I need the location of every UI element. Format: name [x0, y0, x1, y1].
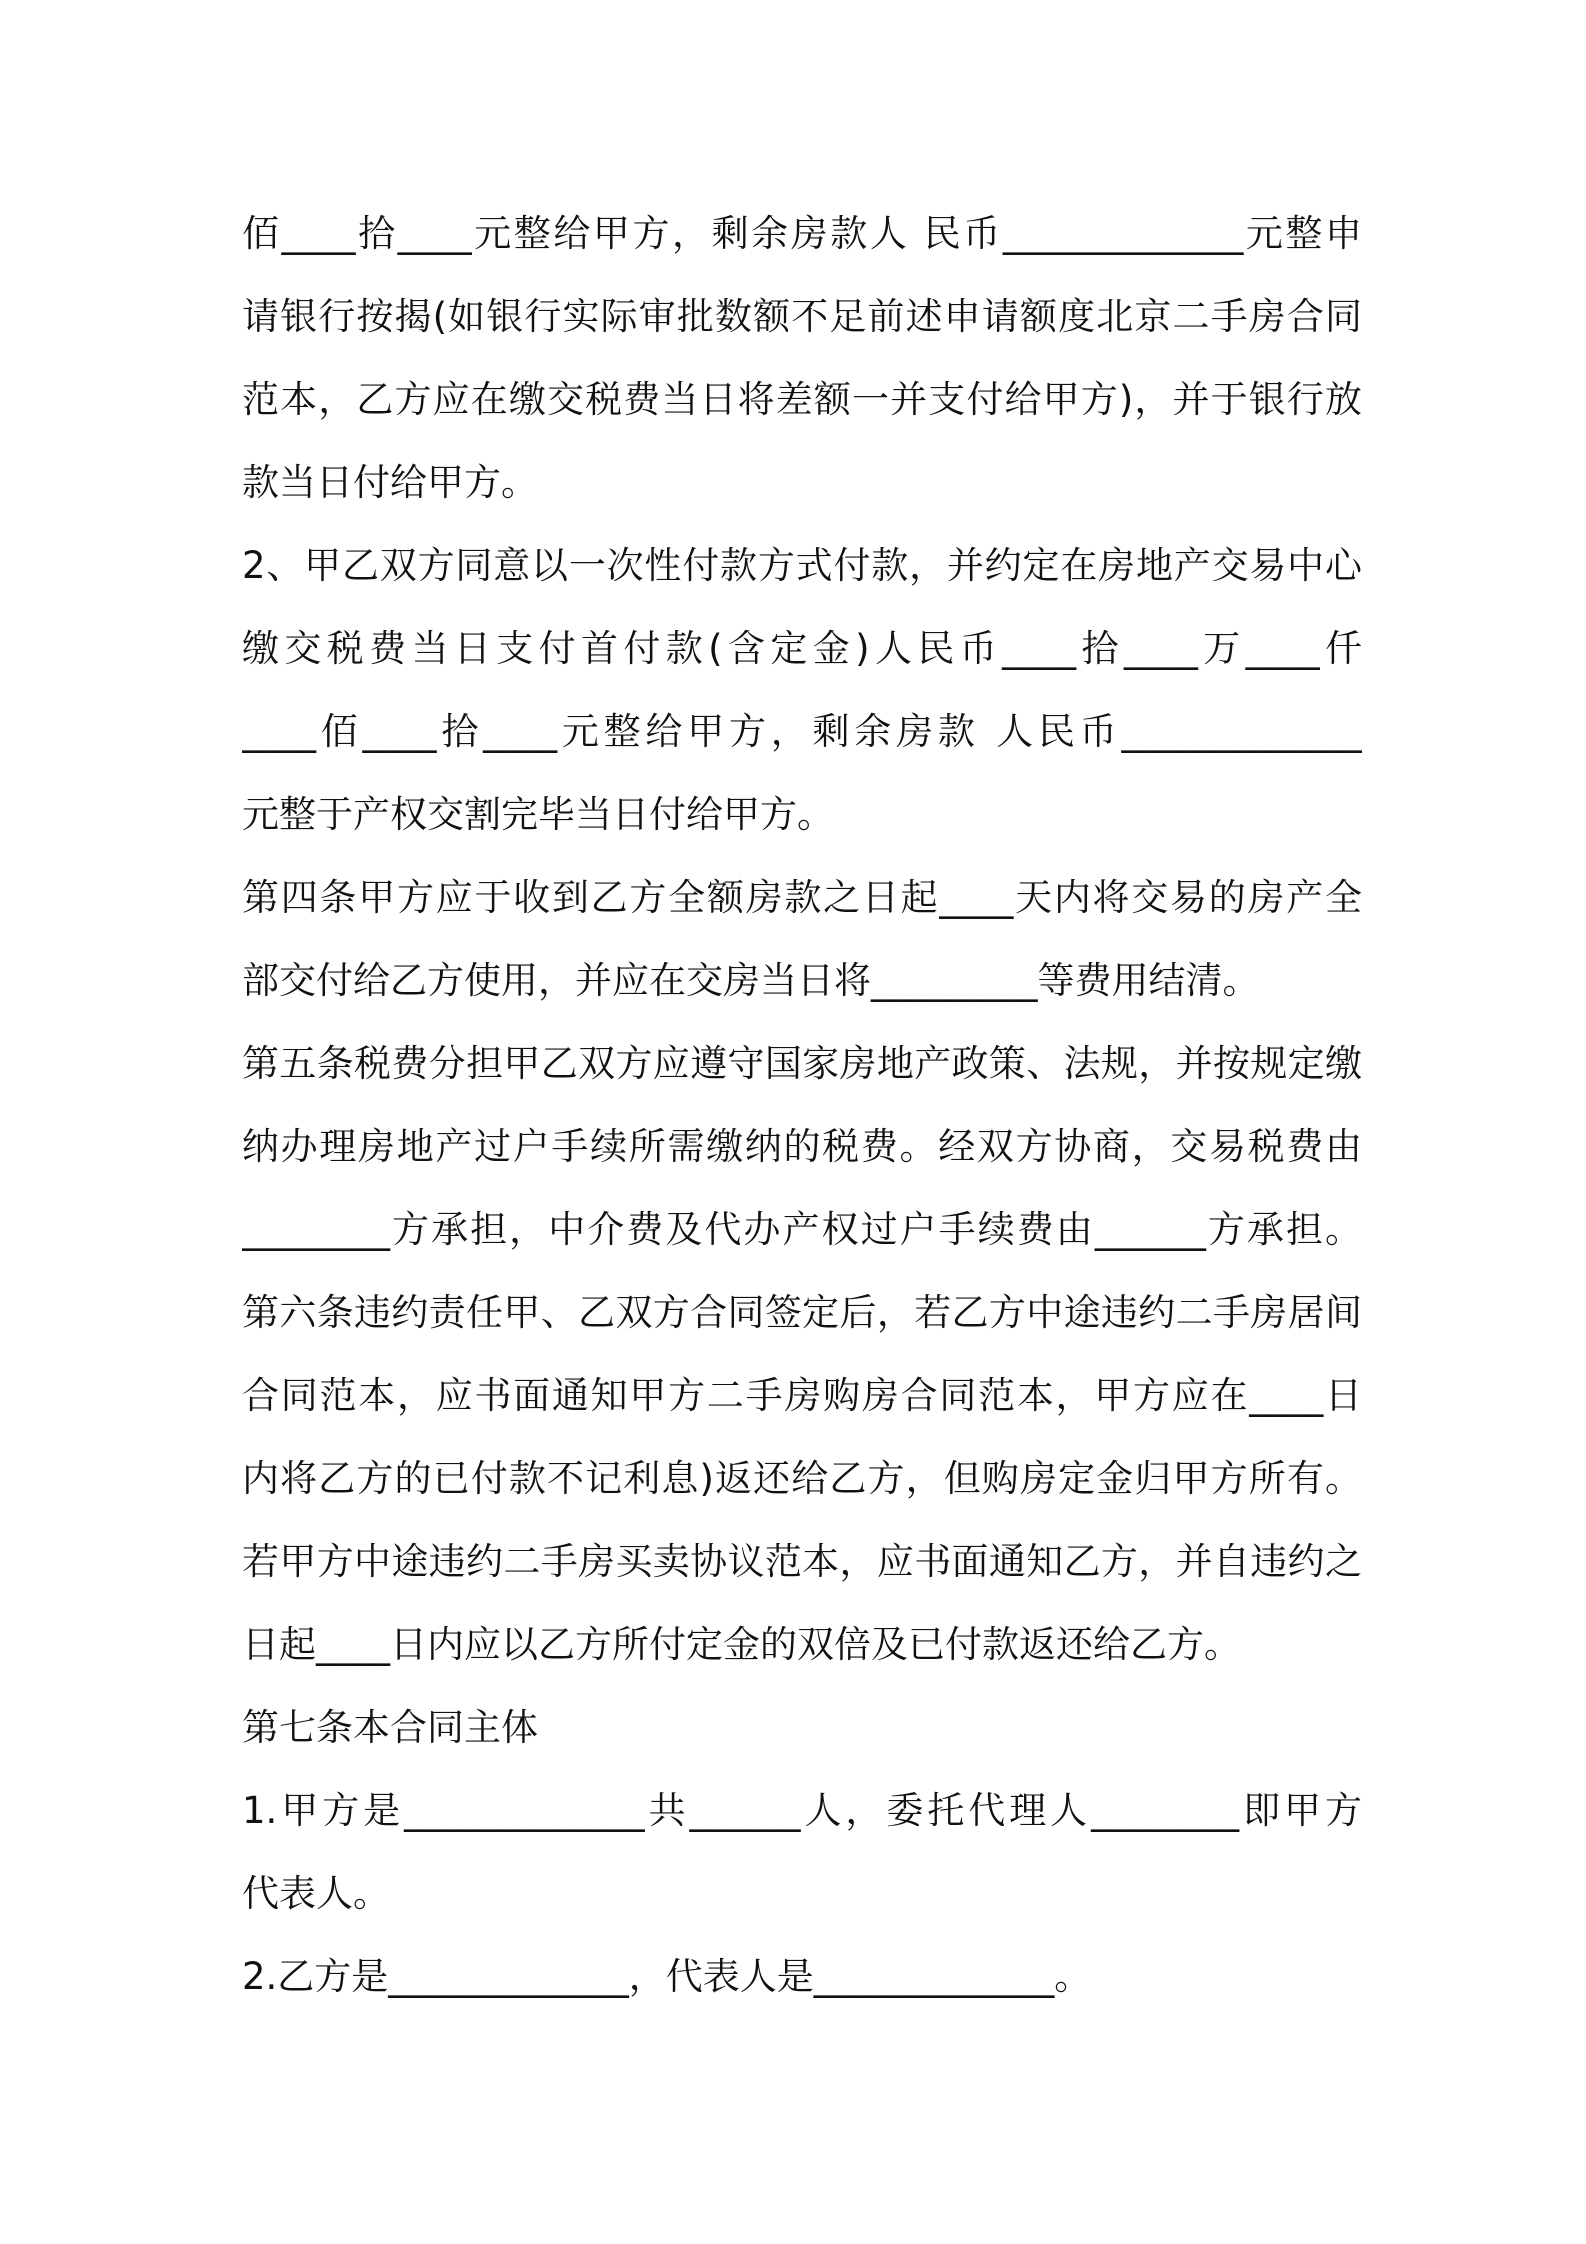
text-line: 款当日付给甲方。 — [242, 461, 538, 504]
section-heading: 第七条本合同主体 — [242, 1706, 538, 1749]
text-line: 2.乙方是_____________，代表人是_____________。 — [242, 1955, 1092, 1998]
text-line: 合同范本，应书面通知甲方二手房购房合同范本，甲方应在____日 — [242, 1374, 1362, 1417]
text-line: 范本，乙方应在缴交税费当日将差额一并支付给甲方)，并于银行放 — [242, 378, 1362, 421]
text-line: 第六条违约责任甲、乙双方合同签定后，若乙方中途违约二手房居间 — [242, 1291, 1362, 1334]
text-line: 请银行按揭(如银行实际审批数额不足前述申请额度北京二手房合同 — [242, 295, 1362, 338]
text-line: ________方承担，中介费及代办产权过户手续费由______方承担。 — [242, 1208, 1362, 1251]
text-line: 佰____拾____元整给甲方，剩余房款人 民币_____________元整申 — [242, 212, 1362, 255]
text-line: 缴交税费当日支付首付款(含定金)人民币____拾____万____仟 — [242, 627, 1362, 670]
text-line: ____佰____拾____元整给甲方，剩余房款 人民币_____________ — [242, 710, 1362, 753]
text-line: 元整于产权交割完毕当日付给甲方。 — [242, 793, 834, 836]
text-line: 2、甲乙双方同意以一次性付款方式付款，并约定在房地产交易中心 — [242, 544, 1362, 587]
text-line: 第四条甲方应于收到乙方全额房款之日起____天内将交易的房产全 — [242, 876, 1362, 919]
text-line: 内将乙方的已付款不记利息)返还给乙方，但购房定金归甲方所有。 — [242, 1457, 1362, 1500]
contract-text — [242, 192, 1362, 2018]
text-line: 若甲方中途违约二手房买卖协议范本，应书面通知乙方，并自违约之 — [242, 1540, 1362, 1583]
text-line: 纳办理房地产过户手续所需缴纳的税费。经双方协商，交易税费由 — [242, 1125, 1362, 1168]
text-line: 代表人。 — [242, 1872, 390, 1915]
text-line: 第五条税费分担甲乙双方应遵守国家房地产政策、法规，并按规定缴 — [242, 1042, 1362, 1085]
text-line: 日起____日内应以乙方所付定金的双倍及已付款返还给乙方。 — [242, 1623, 1241, 1666]
text-line: 部交付给乙方使用，并应在交房当日将_________等费用结清。 — [242, 959, 1260, 1002]
text-line: 1.甲方是_____________共______人，委托代理人________即甲方 — [242, 1789, 1362, 1832]
